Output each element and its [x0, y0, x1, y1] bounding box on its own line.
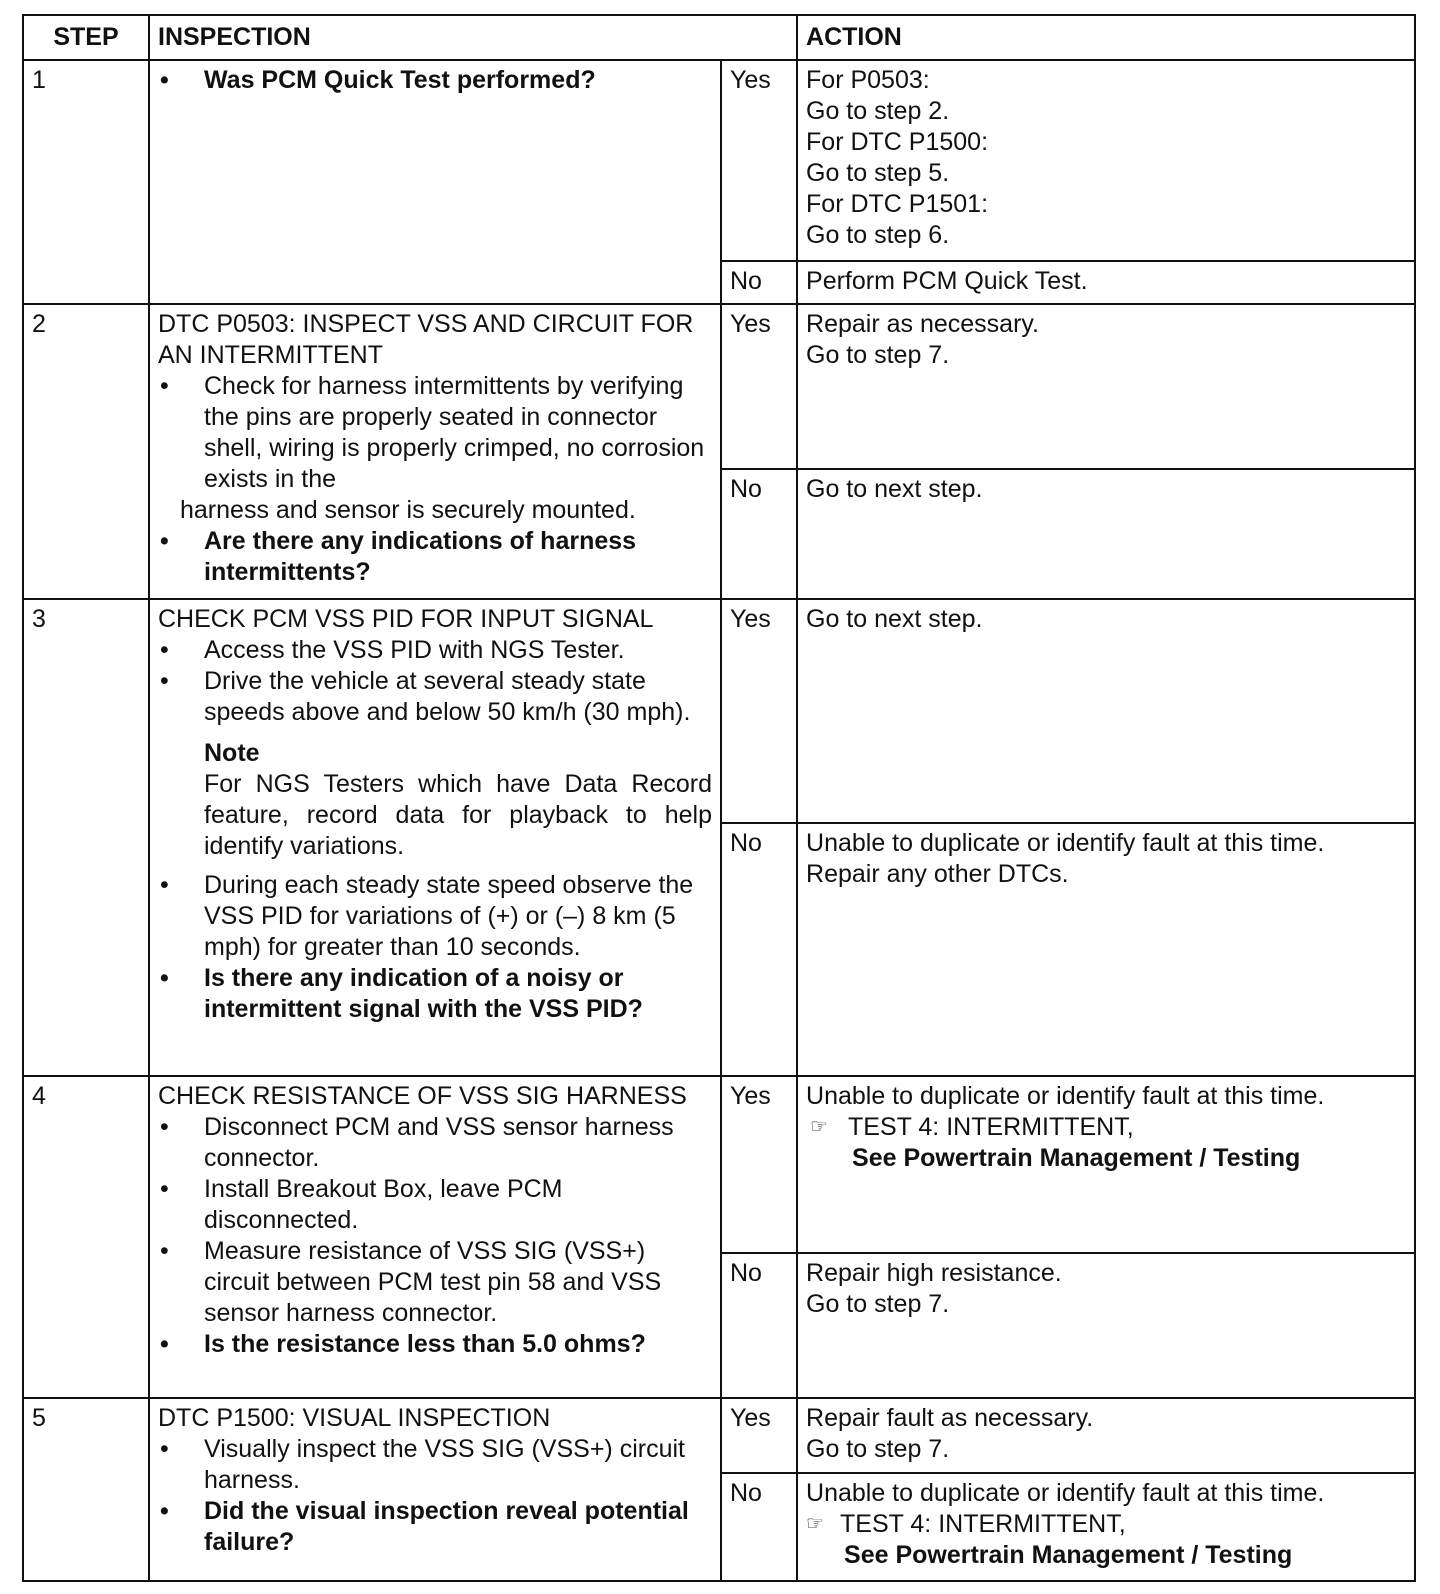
no-action-cell: [797, 469, 1415, 599]
inspection-cell: [149, 60, 721, 304]
action-line: Go to step 7.: [806, 341, 950, 370]
action-line: Unable to duplicate or identify fault at this time.: [806, 1478, 1325, 1507]
inspection-bullet: • Disconnect PCM and VSS sensor harness connector.: [158, 1112, 712, 1174]
yes-label: Yes: [721, 1398, 797, 1473]
inspection-bullet: • Check for harness intermittents by verifying the pins are properly seated in connector shell, wiring is properly crimped, no corrosion exists in the: [158, 371, 712, 495]
action-line: Unable to duplicate or identify fault at this time.: [806, 1081, 1325, 1110]
step-number: 5: [23, 1398, 149, 1581]
inspection-cell: [149, 1398, 721, 1581]
inspection-title: DTC P1500: VISUAL INSPECTION: [158, 1403, 551, 1432]
no-label: No: [721, 469, 797, 599]
pointing-hand-icon: ☞: [810, 1115, 828, 1138]
inspection-cell: [149, 304, 721, 599]
yes-action-cell: [797, 304, 1415, 469]
no-action-cell: [797, 1253, 1415, 1398]
yes-label: Yes: [721, 1076, 797, 1253]
no-label: No: [721, 261, 797, 304]
note-title: Note: [204, 739, 260, 768]
inspection-title: CHECK RESISTANCE OF VSS SIG HARNESS: [158, 1081, 687, 1110]
no-action-cell: [797, 1473, 1415, 1581]
yes-label: Yes: [721, 304, 797, 469]
inspection-bullet: • Visually inspect the VSS SIG (VSS+) circuit harness.: [158, 1434, 712, 1496]
action-line: Go to step 7.: [806, 1290, 950, 1319]
action-line: Go to step 7.: [806, 1434, 950, 1463]
action-line: Go to step 2.: [806, 96, 950, 125]
no-action-cell: [797, 823, 1415, 1076]
step-number: 2: [23, 304, 149, 599]
test-reference-text: TEST 4: INTERMITTENT,: [848, 1112, 1134, 1141]
header-action: ACTION: [797, 15, 1415, 60]
no-label: No: [721, 1253, 797, 1398]
inspection-title: DTC P0503: INSPECT VSS AND CIRCUIT FOR AN INTERMITTENT: [158, 310, 694, 370]
table-row: [23, 599, 1415, 823]
yes-label: Yes: [721, 599, 797, 823]
inspection-question: • Are there any indications of harness intermittents?: [158, 526, 712, 588]
test-reference-text: TEST 4: INTERMITTENT,: [840, 1509, 1126, 1538]
action-line: Go to next step.: [806, 605, 983, 634]
inspection-cell: [149, 599, 721, 1076]
inspection-question: • Did the visual inspection reveal potential failure?: [158, 1496, 712, 1558]
see-reference: See Powertrain Management / Testing: [852, 1143, 1301, 1172]
action-line: Go to next step.: [806, 475, 983, 504]
header-step: STEP: [23, 15, 149, 60]
header-inspection: INSPECTION: [149, 15, 797, 60]
pointing-hand-icon: ☞: [806, 1512, 824, 1535]
yes-action-cell: [797, 1398, 1415, 1473]
action-line: Go to step 6.: [806, 220, 950, 249]
action-line: For DTC P1500:: [806, 127, 989, 156]
action-line: Repair any other DTCs.: [806, 860, 1069, 889]
action-line: Repair high resistance.: [806, 1259, 1062, 1288]
yes-action-cell: [797, 599, 1415, 823]
table-row: [23, 304, 1415, 469]
test-reference: [806, 1509, 1406, 1540]
note-box: [158, 738, 712, 862]
inspection-bullet: • Install Breakout Box, leave PCM disconnected.: [158, 1174, 712, 1236]
action-line: Go to step 5.: [806, 158, 950, 187]
inspection-bullet: • Measure resistance of VSS SIG (VSS+) circuit between PCM test pin 58 and VSS sensor harness connector.: [158, 1236, 712, 1329]
table-row: [23, 1076, 1415, 1253]
no-label: No: [721, 823, 797, 1076]
action-line: Perform PCM Quick Test.: [806, 267, 1088, 296]
table-row: [23, 60, 1415, 262]
action-line: For P0503:: [806, 65, 930, 94]
step-number: 4: [23, 1076, 149, 1398]
yes-action-cell: [797, 1076, 1415, 1253]
no-label: No: [721, 1473, 797, 1581]
action-line: Repair fault as necessary.: [806, 1403, 1094, 1432]
table-header-row: [23, 15, 1415, 60]
inspection-bullet: • Access the VSS PID with NGS Tester.: [158, 635, 712, 666]
inspection-question: • Was PCM Quick Test performed?: [158, 65, 712, 96]
step-number: 3: [23, 599, 149, 1076]
action-line: Repair as necessary.: [806, 310, 1039, 339]
test-reference: [806, 1112, 1406, 1143]
no-action-cell: [797, 261, 1415, 304]
inspection-title: CHECK PCM VSS PID FOR INPUT SIGNAL: [158, 605, 654, 634]
see-reference: See Powertrain Management / Testing: [844, 1540, 1293, 1569]
inspection-bullet: • Drive the vehicle at several steady state speeds above and below 50 km/h (30 mph).: [158, 666, 712, 728]
inspection-question: • Is the resistance less than 5.0 ohms?: [158, 1329, 712, 1360]
inspection-bullet-continuation: harness and sensor is securely mounted.: [180, 496, 636, 525]
yes-label: Yes: [721, 60, 797, 262]
troubleshooting-table: [22, 14, 1416, 1582]
inspection-bullet: • During each steady state speed observe the VSS PID for variations of (+) or (–) 8 km (5 mph) for greater than 10 seconds.: [158, 870, 712, 963]
action-line: Unable to duplicate or identify fault at this time.: [806, 829, 1325, 858]
table-row: [23, 1398, 1415, 1473]
inspection-cell: [149, 1076, 721, 1398]
action-line: For DTC P1501:: [806, 189, 989, 218]
step-number: 1: [23, 60, 149, 304]
note-body: For NGS Testers which have Data Record feature, record data for playback to help identify variations.: [204, 770, 712, 861]
inspection-question: • Is there any indication of a noisy or intermittent signal with the VSS PID?: [158, 963, 712, 1025]
yes-action-cell: [797, 60, 1415, 262]
